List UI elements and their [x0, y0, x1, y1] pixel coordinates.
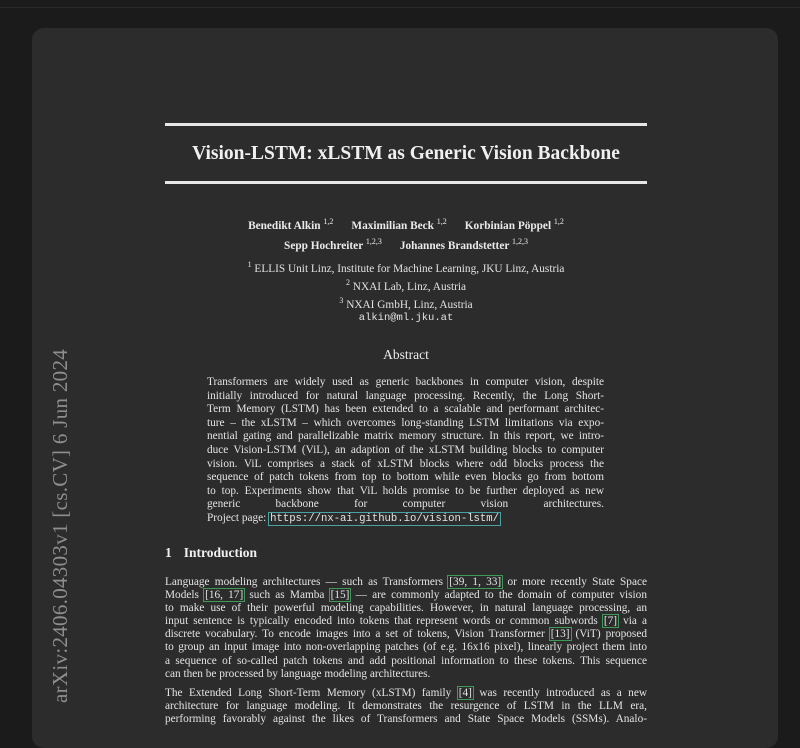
author-affiliation-marker: 1,2,3 [365, 236, 382, 246]
text-line [165, 628, 647, 641]
affiliations [165, 258, 647, 325]
project-page-line [207, 512, 604, 527]
text-run: — are commonly adapted to the domain of computer vision [350, 589, 647, 602]
text-run: to group an input image into non-overlapping patches (of e.g. 16x16 pixel), linearly project them into [165, 641, 647, 654]
affiliation-marker: 3 [339, 295, 344, 305]
section-heading [165, 545, 257, 561]
text-run: to make use of their powerful modeling capabilities. However, in natural language processing, an [165, 602, 647, 615]
author [464, 217, 564, 232]
author-row [165, 214, 647, 234]
text-run: discrete vocabulary. To encode images into a set of tokens, Vision Transformer [165, 628, 550, 641]
author-row [165, 234, 647, 254]
text-line [165, 700, 647, 713]
author [284, 236, 382, 252]
abstract-text [207, 376, 604, 512]
citation-link[interactable]: [39, 1, 33] [449, 576, 502, 588]
abstract-line: duce Vision-LSTM (ViL), an adaption of the xLSTM building blocks to computer [207, 443, 604, 456]
citation-link[interactable]: [15] [330, 589, 350, 602]
text-run: (ViT) proposed [570, 628, 647, 641]
author [351, 217, 447, 232]
author [248, 217, 334, 232]
text-run: input sentence is typically encoded into tokens that represent words or common subwords [165, 615, 603, 628]
text-run: The Extended Long Short-Term Memory (xLSTM) family [165, 686, 458, 699]
section-title: Introduction [183, 545, 258, 560]
text-line [165, 713, 647, 726]
author-affiliation-marker: 1,2 [436, 217, 447, 226]
text-run: a sequence of so-called patch tokens and add positional information to these tokens. This sequence [165, 654, 647, 667]
abstract-line: generic backbone for computer vision architectures. [207, 498, 604, 511]
affiliation-marker: 1 [247, 260, 252, 269]
text-line [165, 641, 647, 654]
intro-paragraph-1 [165, 576, 647, 681]
abstract-line: to top. Experiments show that ViL holds promise to be further deployed as new [207, 484, 604, 497]
affiliation-list [165, 258, 647, 311]
abstract-line: initially introduced for natural language processing. Recently, the Long Short- [207, 389, 604, 402]
abstract-line: sequence of patch tokens from top to bottom while even blocks go from bottom [207, 471, 604, 484]
intro-paragraph-2 [165, 687, 647, 726]
author-affiliation-marker: 1,2 [323, 217, 334, 226]
abstract-heading: Abstract [383, 347, 429, 362]
text-line [165, 668, 647, 681]
affiliation-marker: 2 [345, 277, 350, 287]
author [399, 236, 528, 252]
affiliation-item [165, 294, 647, 312]
author-name: Maximilian Beck [351, 219, 434, 232]
arxiv-identifier: arXiv:2406.04303v1 [cs.CV] 6 Jun 2024 [48, 348, 72, 703]
citation-link[interactable]: [13] [550, 628, 570, 641]
text-line [165, 655, 647, 668]
author-name: Korbinian Pöppel [464, 219, 552, 232]
abstract-body [207, 376, 604, 527]
abstract-line: ture – the xLSTM – which overcomes long-standing LSTM limitations via expo- [207, 416, 604, 429]
text-run: was recently introduced as a new [472, 686, 648, 699]
contact-email: alkin@ml.jku.at [358, 312, 454, 325]
text-run: Models [165, 589, 205, 602]
affiliation-item [165, 258, 647, 276]
text-run: performing favorably against the likes of Transformers and State Space Models (SSMs). Analo- [165, 712, 647, 725]
text-line [165, 589, 647, 602]
affiliation-text: ELLIS Unit Linz, Institute for Machine Learning, JKU Linz, Austria [254, 262, 565, 275]
text-run: Language modeling architectures — such as Transformers [165, 576, 449, 588]
affiliation-text: NXAI Lab, Linz, Austria [352, 280, 467, 293]
author-affiliation-marker: 1,2,3 [511, 236, 528, 246]
citation-link[interactable]: [16, 17] [205, 589, 244, 602]
text-run: can then be processed by language modeling architectures. [165, 667, 431, 680]
text-run: architecture for language modeling. It demonstrates the resurgence of LSTM in the LLM era, [165, 699, 647, 712]
text-run: such as Mamba [244, 589, 330, 602]
text-line [165, 602, 647, 615]
abstract-line: nential gating and parallelizable matrix memory structure. In this report, we intro- [207, 430, 604, 443]
abstract-line: Transformers are widely used as generic backbones in computer vision, despite [207, 376, 604, 388]
project-page-link[interactable]: https://nx-ai.github.io/vision-lstm/ [270, 512, 499, 525]
text-line [165, 576, 647, 589]
author-affiliation-marker: 1,2 [553, 217, 564, 226]
title-rule-top [165, 123, 647, 126]
text-run: or more recently State Space [502, 576, 647, 588]
project-page-label: Project page: [207, 511, 267, 524]
text-run: via a [618, 615, 647, 628]
citation-link[interactable]: [4] [458, 686, 472, 699]
paper-title: Vision-LSTM: xLSTM as Generic Vision Backbone [192, 143, 620, 164]
text-line [165, 687, 647, 700]
viewer-top-bar [0, 0, 800, 8]
abstract-line: Term Memory (LSTM) has been extended to a scalable and performant architec- [207, 403, 604, 416]
author-list [165, 214, 647, 254]
section-number: 1 [165, 545, 172, 560]
affiliation-item [165, 276, 647, 294]
introduction-body [165, 576, 647, 726]
author-name: Sepp Hochreiter [284, 239, 363, 252]
title-rule-bottom [165, 181, 647, 184]
author-name: Benedikt Alkin [248, 219, 321, 232]
abstract-line: vision. ViL comprises a stack of xLSTM blocks where odd blocks process the [207, 457, 604, 470]
affiliation-text: NXAI GmbH, Linz, Austria [346, 298, 473, 311]
citation-link[interactable]: [7] [603, 615, 618, 628]
text-line [165, 615, 647, 628]
author-name: Johannes Brandstetter [399, 239, 510, 252]
